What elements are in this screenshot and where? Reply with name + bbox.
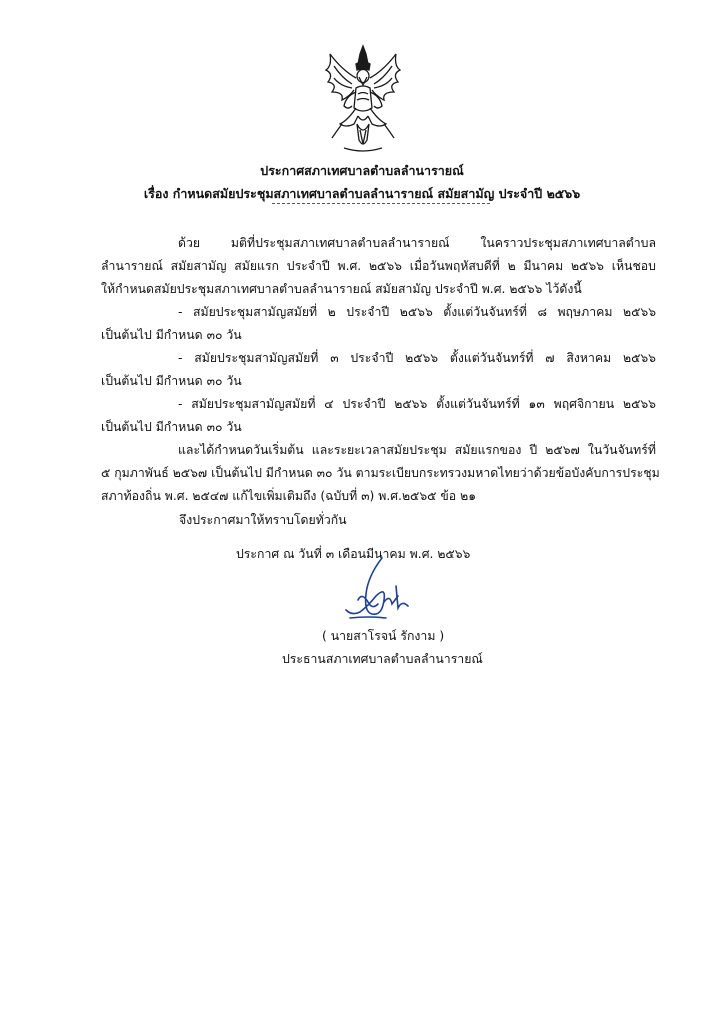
paragraph-line: สภาท้องถิ่น พ.ศ. ๒๕๔๗ แก้ไขเพิ่มเติมถึง (ฉบับที่ ๓) พ.ศ.๒๕๖๕ ข้อ ๒๑ — [101, 489, 477, 503]
announcement-body — [101, 232, 660, 508]
paragraph-line: ๕ กุมภาพันธ์ ๒๕๖๗ เป็นต้นไป มีกำหนด ๓๐ วัน ตามระเบียบกระทรวงมหาดไทยว่าด้วยข้อบังคับการประชุม — [101, 466, 660, 480]
garuda-emblem-icon — [322, 44, 404, 156]
session-item-4-duration: เป็นต้นไป มีกำหนด ๓๐ วัน — [101, 420, 242, 434]
announce-statement: จึงประกาศมาให้ทราบโดยทั่วกัน — [179, 513, 347, 527]
paragraph-line: และได้กำหนดวันเริ่มต้น และระยะเวลาสมัยประชุม สมัยแรกของ ปี ๒๕๖๗ ในวันจันทร์ที่ — [178, 443, 656, 457]
paragraph-line: ด้วย มติที่ประชุมสภาเทศบาลตำบลลำนารายณ์ ในคราวประชุมสภาเทศบาลตำบล — [178, 236, 656, 250]
session-item-2: - สมัยประชุมสามัญสมัยที่ ๒ ประจำปี ๒๕๖๖ ตั้งแต่วันจันทร์ที่ ๘ พฤษภาคม ๒๕๖๖ — [178, 305, 656, 319]
session-item-2-duration: เป็นต้นไป มีกำหนด ๓๐ วัน — [101, 328, 242, 342]
session-item-4: - สมัยประชุมสามัญสมัยที่ ๔ ประจำปี ๒๕๖๖ ตั้งแต่วันจันทร์ที่ ๑๓ พฤศจิกายน ๒๕๖๖ — [178, 397, 656, 411]
signature-icon — [338, 556, 410, 626]
signer-position: ประธานสภาเทศบาลตำบลลำนารายณ์ — [282, 652, 483, 666]
announcement-subject: เรื่อง กำหนดสมัยประชุมสภาเทศบาลตำบลลำนารายณ์ สมัยสามัญ ประจำปี ๒๕๖๖ — [143, 186, 581, 201]
session-item-3-duration: เป็นต้นไป มีกำหนด ๓๐ วัน — [101, 374, 242, 388]
session-item-3: - สมัยประชุมสามัญสมัยที่ ๓ ประจำปี ๒๕๖๖ ตั้งแต่วันจันทร์ที่ ๗ สิงหาคม ๒๕๖๖ — [178, 351, 656, 365]
title-separator — [272, 203, 490, 204]
paragraph-line: ลำนารายณ์ สมัยสามัญ สมัยแรก ประจำปี พ.ศ. ๒๕๖๖ เมื่อวันพฤหัสบดีที่ ๒ มีนาคม ๒๕๖๖ เห็นชอบ — [101, 259, 656, 273]
signer-name: ( นายสาโรจน์ รักงาม ) — [322, 629, 445, 643]
paragraph-line: ให้กำหนดสมัยประชุมสภาเทศบาลตำบลลำนารายณ์ สมัยสามัญ ประจำปี พ.ศ. ๒๕๖๖ ไว้ดังนี้ — [101, 282, 582, 296]
announcement-title: ประกาศสภาเทศบาลตำบลลำนารายณ์ — [260, 163, 464, 178]
announcement-date: ประกาศ ณ วันที่ ๓ เดือนมีนาคม พ.ศ. ๒๕๖๖ — [236, 547, 471, 561]
